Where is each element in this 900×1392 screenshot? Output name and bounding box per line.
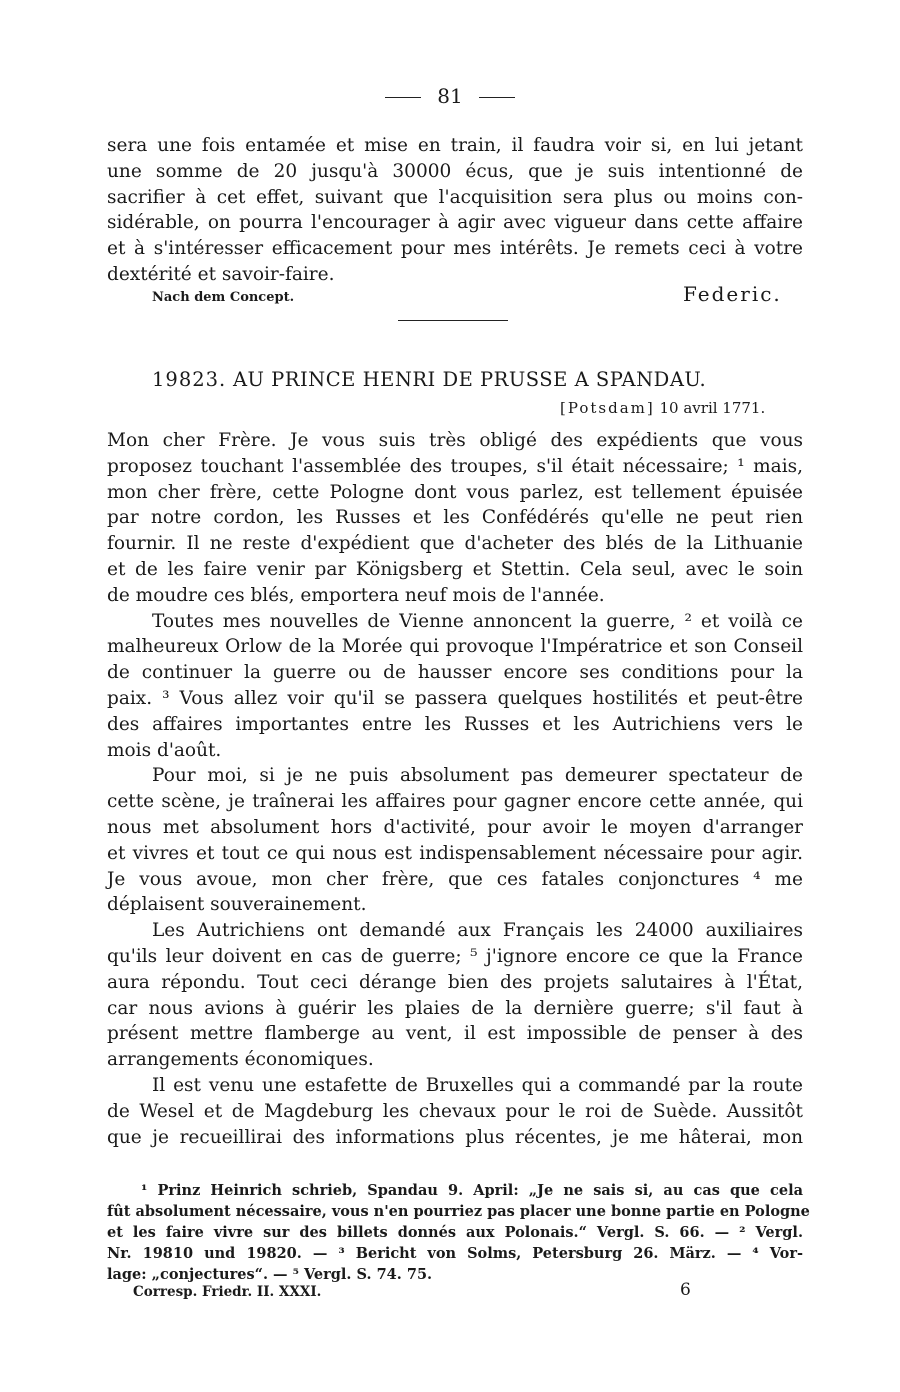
footnote-line: lage: „conjectures“. — ⁵ Vergl. S. 74. 75.	[107, 1266, 433, 1283]
page-header	[0, 84, 900, 108]
text-line: fournir. Il ne reste d'expédient que d'acheter des blés de la Lithuanie	[107, 533, 803, 555]
letter-title: AU PRINCE HENRI DE PRUSSE A SPANDAU.	[232, 368, 707, 391]
text-line: et de les faire venir par Königsberg et Stettin. Cela seul, avec le soin	[107, 558, 803, 580]
header-dash-right	[479, 97, 515, 98]
text-line: de Wesel et de Magdeburg les chevaux pour le roi de Suède. Aussitôt	[107, 1100, 803, 1122]
signature: Federic.	[683, 282, 782, 306]
text-line: dextérité et savoir-faire.	[107, 263, 335, 285]
dateline-place: [Potsdam]	[560, 399, 655, 417]
text-line: et vivres et tout ce qui nous est indispensablement nécessaire pour agir.	[107, 842, 803, 864]
text-line: de moudre ces blés, emportera neuf mois de l'année.	[107, 584, 605, 606]
text-line: des affaires importantes entre les Russes et les Autrichiens vers le	[107, 713, 803, 735]
text-line: proposez touchant l'assemblée des troupes, s'il était nécessaire; ¹ mais,	[107, 455, 803, 477]
text-line: Pour moi, si je ne puis absolument pas demeurer spectateur de	[152, 765, 803, 787]
footnote-line: ¹ Prinz Heinrich schrieb, Spandau 9. April: „Je ne sais si, au cas que cela	[141, 1182, 803, 1199]
text-line: qu'ils leur doivent en cas de guerre; ⁵ j'ignore encore ce que la France	[107, 945, 803, 967]
footer-source: Corresp. Friedr. II. XXXI.	[133, 1284, 322, 1300]
text-line: présent mettre flamberge au vent, il est impossible de penser à des	[107, 1023, 803, 1045]
letter-2-body	[107, 428, 803, 1150]
footnote-line: Nr. 19810 und 19820. — ³ Bericht von Solms, Petersburg 26. März. — ⁴ Vor-	[107, 1245, 803, 1262]
text-line: de continuer la guerre ou de hausser encore ses conditions pour la	[107, 662, 803, 684]
text-line: car nous avions à guérir les plaies de la dernière guerre; s'il faut à	[107, 997, 803, 1019]
footnote-line: et les faire vivre sur des billets donnés aux Polonais.“ Vergl. S. 66. — ² Vergl.	[107, 1224, 803, 1241]
text-line: et à s'intéresser efficacement pour mes intérêts. Je remets ceci à votre	[107, 238, 803, 260]
letter-heading	[152, 368, 706, 391]
text-line: paix. ³ Vous allez voir qu'il se passera quelques hostilités et peut-être	[107, 687, 803, 709]
text-line: arrangements économiques.	[107, 1049, 374, 1071]
signature-mark: 6	[680, 1280, 691, 1300]
text-line: sidérable, on pourra l'encourager à agir avec vigueur dans cette affaire	[107, 212, 803, 234]
source-note: Nach dem Concept.	[152, 290, 295, 305]
text-line: aura répondu. Tout ceci dérange bien des projets salutaires à l'État,	[107, 971, 803, 993]
dateline	[560, 399, 765, 417]
text-line: mois d'août.	[107, 739, 222, 761]
text-line: Les Autrichiens ont demandé aux Français les 24000 auxiliaires	[152, 920, 803, 942]
footnotes	[107, 1180, 810, 1285]
text-line: Mon cher Frère. Je vous suis très obligé des expédients que vous	[107, 430, 803, 451]
text-line: malheureux Orlow de la Morée qui provoque l'Impératrice et son Conseil	[107, 636, 803, 658]
text-line: sacrifier à cet effet, suivant que l'acquisition sera plus ou moins con-	[107, 186, 803, 208]
text-line: par notre cordon, les Russes et les Confédérés qu'elle ne peut rien	[107, 507, 803, 529]
text-line: mon cher frère, cette Pologne dont vous parlez, est tellement épuisée	[107, 481, 803, 503]
header-dash-left	[385, 97, 421, 98]
page-number: 81	[437, 84, 463, 108]
text-line: Je vous avoue, mon cher frère, que ces fatales conjonctures ⁴ me	[107, 868, 803, 890]
letter-number: 19823.	[152, 368, 227, 391]
text-line: nous met absolument hors d'activité, pour avoir le moyen d'arranger	[107, 816, 803, 838]
section-divider	[398, 320, 508, 321]
letter-1-conclusion	[107, 133, 803, 288]
footnote-line: fût absolument nécessaire, vous n'en pourriez pas placer une bonne partie en Pologne	[107, 1203, 810, 1220]
text-line: que je recueillirai des informations plus récentes, je me hâterai, mon	[107, 1126, 803, 1148]
dateline-date: 10 avril 1771.	[659, 399, 766, 417]
text-line: Il est venu une estafette de Bruxelles qui a commandé par la route	[152, 1074, 803, 1096]
text-line: cette scène, je traînerai les affaires pour gagner encore cette année, qui	[107, 791, 803, 813]
text-line: déplaisent souverainement.	[107, 894, 367, 916]
text-line: sera une fois entamée et mise en train, il faudra voir si, en lui jetant	[107, 135, 803, 156]
text-line: une somme de 20 jusqu'à 30000 écus, que je suis intentionné de	[107, 160, 803, 182]
text-line: Toutes mes nouvelles de Vienne annoncent la guerre, ² et voilà ce	[152, 610, 803, 632]
